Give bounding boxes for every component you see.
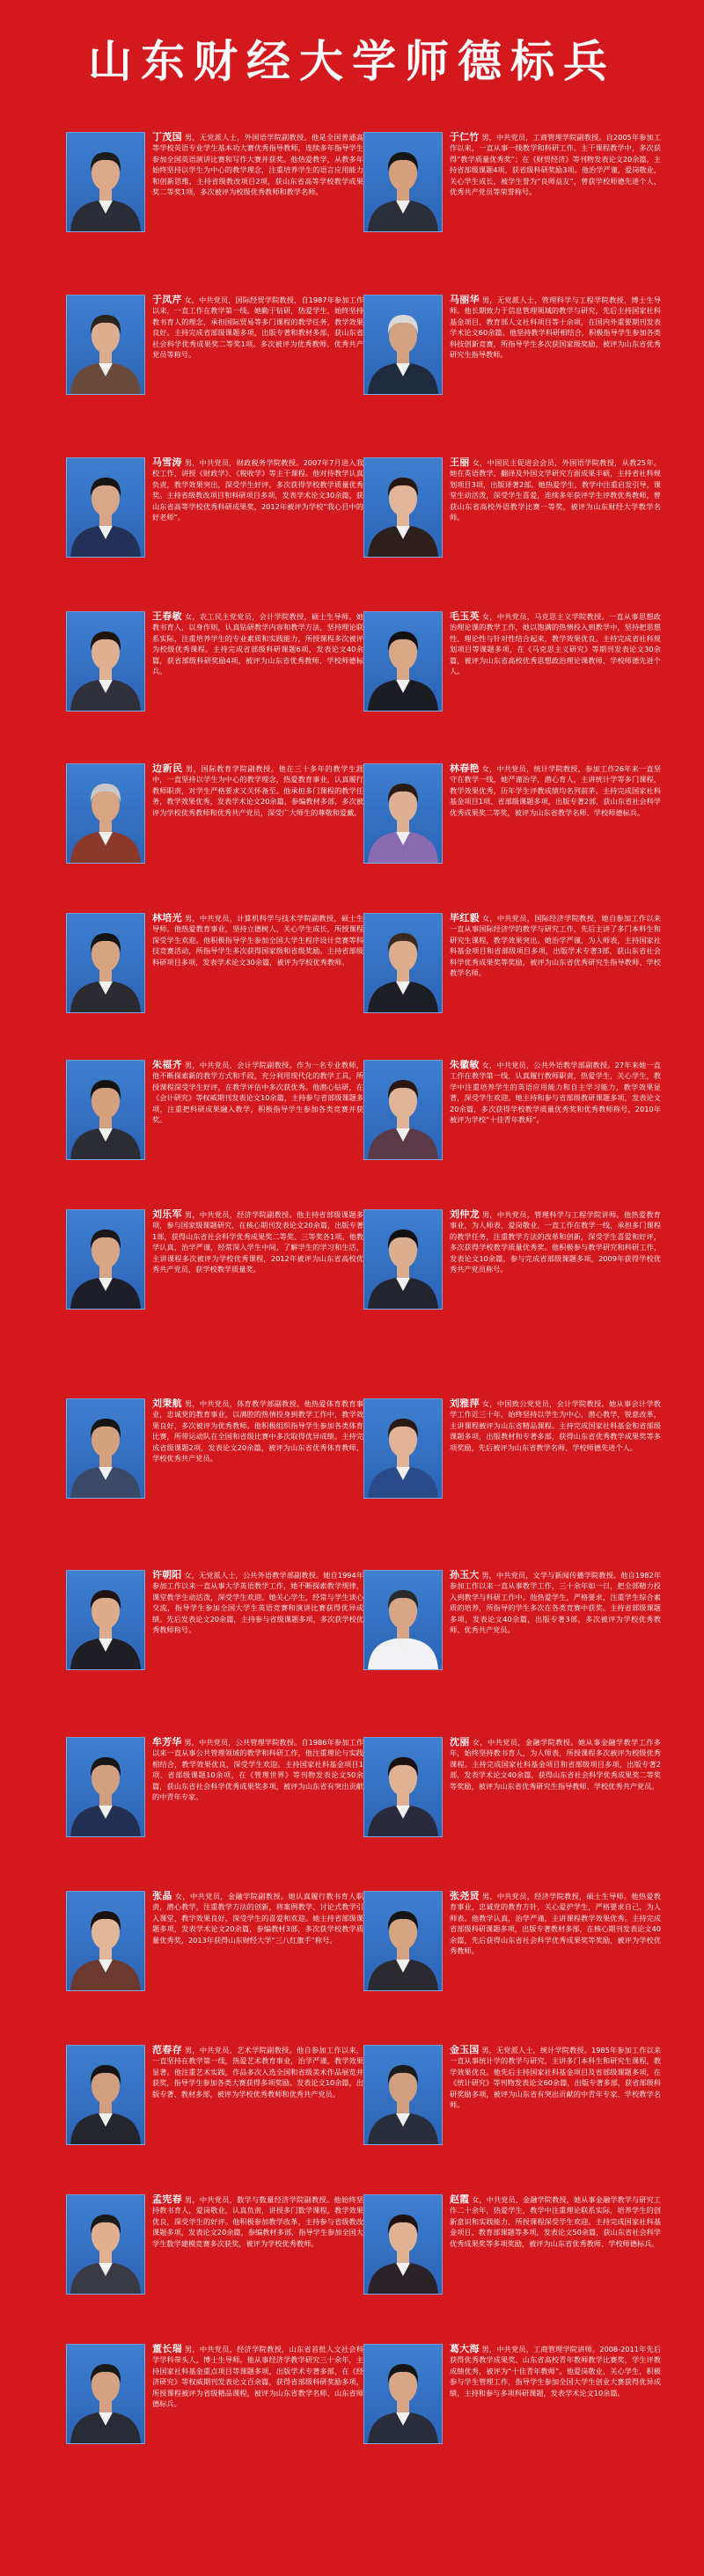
teacher-name: 许朝阳 bbox=[152, 1570, 182, 1580]
teacher-description: 男，中共党员，财政税务学院教授。2007年7月进入我校工作，讲授《财政学》、《税收学》等主干课程。他对待教学认真负责，教学效果突出，深受学生好评，多次获得学校教学质量优秀奖。主持省级教改项目和科研项目多项，发表学术论文30余篇，获山东省高等学校优秀科研成果奖，2012年被评为学校“我心目中的好老师”。 bbox=[152, 458, 363, 522]
teacher-name: 毕红毅 bbox=[450, 913, 480, 923]
teacher-name: 王丽 bbox=[450, 457, 470, 468]
teacher-description: 男，中共党员，经济学院教授，山东省首批人文社会科学学科带头人，博士生导师。他从事经济学教学研究三十余年，主持国家社科基金重点项目等课题多项，出版学术专著多部，在《经济研究》等权威期刊发表论文百余篇，获得省部级科研奖励多项，所授课程被评为省级精品课程，被评为山东省教学名师、山东省师德标兵。 bbox=[152, 2345, 363, 2409]
portrait-photo bbox=[363, 2045, 443, 2145]
teacher-description: 男，中共党员，文学与新闻传播学院教授。他自1982年参加工作以来一直从事教学工作，三十余年如一日，把全部精力投入到教学与科研工作中。他热爱学生，严格要求，注重学生综合素质的培养，所指导的学生多次在各类竞赛中获奖。主持省部级课题多项，发表论文40余篇，出版专著3部，多次被评为学校优秀教师、优秀共产党员。 bbox=[450, 1571, 661, 1635]
teacher-bio bbox=[450, 1891, 661, 1956]
teacher-description: 女，中共党员，公共外语教学部副教授。27年来她一直工作在教学第一线，认真履行教师职责，热爱学生，关心学生，教学中注重培养学生的英语应用能力和自主学习能力，教学效果显著，深受学生欢迎。她主持和参与省部级教研课题多项，发表论文20余篇，多次获得学校教学质量优秀奖和优秀教师称号，2010年被评为学校“十佳青年教师”。 bbox=[450, 1061, 661, 1125]
teacher-description: 男，中共党员，管理科学与工程学院讲师。他热爱教育事业，为人师表，爱岗敬业，一直工作在教学一线，承担多门课程的教学任务，注重教学方法的改革和创新，深受学生喜爱和好评，多次获得学校教学质量优秀奖。他积极参与教学研究和科研工作，发表论文10余篇，参与完成省部级课题多项，2009年获得学校优秀共产党员称号。 bbox=[450, 1210, 661, 1274]
teacher-name: 林春艳 bbox=[450, 763, 480, 774]
teacher-name: 毛玉英 bbox=[450, 611, 480, 622]
teacher-bio bbox=[450, 913, 661, 978]
teacher-description: 男，中共党员，计算机科学与技术学院副教授，硕士生导师。他热爱教育事业，坚持立德树人，关心学生成长，所授课程深受学生欢迎。他积极指导学生参加全国大学生程序设计竞赛等科技竞赛活动，所指导学生多次获得国家级和省级奖励。主持省部级科研项目多项，发表学术论文30余篇，被评为学校优秀教师。 bbox=[152, 914, 363, 967]
teacher-name: 于仁竹 bbox=[450, 132, 480, 142]
teacher-description: 女，中共党员，金融学院教授，她从事金融学教学与研究工作二十余年，热爱学生，教学中注重理论联系实际，培养学生的创新意识和实践能力，所授课程深受学生欢迎。主持完成国家社科基金项目、教育部课题等多项，发表论文50余篇，获山东省社会科学优秀成果奖等多项奖励，被评为山东省优秀教师、学校师德标兵。 bbox=[450, 2195, 661, 2248]
teacher-bio bbox=[152, 763, 363, 818]
teacher-description: 男，中共党员，艺术学院副教授。他自参加工作以来，一直坚持在教学第一线，热爱艺术教育事业，治学严谨，教学效果显著。他注重艺术实践，作品多次入选全国和省级美术作品展览并获奖，指导学生参加各类大赛获得多项奖励。发表论文10余篇，出版专著、教材多部，被评为学校优秀教师和优秀共产党员。 bbox=[152, 2046, 363, 2098]
teacher-name: 范春存 bbox=[152, 2045, 182, 2055]
teacher-description: 男，中共党员，公共管理学院教授。自1986年参加工作以来一直从事公共管理领域的教学和科研工作，他注重理论与实践相结合，教学效果优良，深受学生欢迎。主持国家社科基金项目1项、省部级课题10余项，在《管理世界》等刊物发表论文50余篇，获山东省社会科学优秀成果奖多项，被评为山东省有突出贡献的中青年专家。 bbox=[152, 1738, 363, 1802]
teacher-bio bbox=[152, 1737, 363, 1802]
teacher-description: 女，中国民主促进会会员，外国语学院教授，从教25年。她在英语教学、翻译及外国文学研究方面成果丰硕，主持省社科规划项目3项，出版译著2部。她热爱学生，教学中注重启发引导，课堂生动活泼，深受学生喜爱，连续多年获评学生评教优秀教师，曾获山东省高校外语教学比赛一等奖，被评为山东财经大学教学名师。 bbox=[450, 458, 661, 522]
teacher-description: 女，农工民主党党员，会计学院教授，硕士生导师。她教书育人，以身作则，认真钻研教学内容和教学方法，坚持理论联系实际，注重培养学生的专业素质和实践能力，所授课程多次被评为校级优秀课程。主持完成省部级科研课题6项，发表论文40余篇，获省部级科研奖励4项，被评为山东省优秀教师、学校师德标兵。 bbox=[152, 612, 363, 676]
teacher-bio bbox=[450, 611, 661, 676]
teacher-description: 男，无党派人士，统计学院教授。1985年参加工作以来一直从事统计学的教学与研究，主讲多门本科生和研究生课程，教学效果优良。他先后主持国家社科基金项目及省部级课题多项，在《统计研究》等刊物发表论文60余篇，出版专著多部，获省部级科研奖励多项，被评为山东省有突出贡献的中青年专家、学校教学名师。 bbox=[450, 2046, 661, 2110]
portrait-photo bbox=[66, 1209, 145, 1310]
teacher-bio bbox=[450, 2344, 661, 2398]
teacher-name: 王春敏 bbox=[152, 611, 182, 622]
portrait-photo bbox=[66, 1737, 145, 1837]
teacher-description: 男，中共党员，工商管理学院讲师。2008-2011年先后获得优秀教学成果奖、山东省高校青年教师教学比赛奖，学生评教成绩优秀，被评为“十佳青年教师”。他爱岗敬业，关心学生，积极参与学生管理工作，指导学生参加全国大学生创业大赛获得优异成绩，主持和参与多项科研课题，发表学术论文10余篇。 bbox=[450, 2345, 661, 2397]
teacher-name: 金玉国 bbox=[450, 2045, 480, 2055]
teacher-name: 张尧贤 bbox=[450, 1891, 480, 1901]
teacher-bio bbox=[152, 1570, 363, 1635]
portrait-photo bbox=[363, 1891, 443, 1991]
teacher-description: 女，中共党员，马克思主义学院教授。一直从事思想政治理论课的教学工作，她以饱满的热情投入到教学中，坚持把思想性、理论性与针对性结合起来，教学效果优良。主持完成省社科规划项目等课题多项，在《马克思主义研究》等期刊发表论文30余篇，被评为山东省高校优秀思想政治理论课教师、学校师德先进个人。 bbox=[450, 612, 661, 676]
teacher-bio bbox=[450, 1570, 661, 1635]
portrait-photo bbox=[66, 913, 145, 1013]
teacher-bio bbox=[152, 1209, 363, 1274]
teacher-name: 丁茂国 bbox=[152, 132, 182, 142]
teacher-bio bbox=[152, 611, 363, 676]
teacher-description: 女，中共党员，国际经贸学院教授，自1987年参加工作以来，一直工作在教学第一线。她勤于钻研，热爱学生，始终坚持教书育人的理念，承担国际贸易等多门课程的教学任务，教学效果良好。主持完成省部级课题多项，出版专著和教材多部，获山东省社会科学优秀成果奖二等奖1项。多次被评为优秀教师、优秀共产党员等称号。 bbox=[152, 296, 363, 360]
teacher-name: 牟芳华 bbox=[152, 1737, 182, 1748]
teacher-name: 林培光 bbox=[152, 913, 182, 923]
portrait-photo bbox=[66, 457, 145, 558]
teacher-name: 朱徽敏 bbox=[450, 1060, 480, 1070]
portrait-photo bbox=[363, 1570, 443, 1670]
teacher-name: 沈丽 bbox=[450, 1737, 470, 1748]
teacher-name: 刘秉航 bbox=[152, 1398, 182, 1409]
teacher-bio bbox=[152, 295, 363, 360]
teacher-name: 马丽华 bbox=[450, 295, 480, 305]
teacher-name: 马雪涛 bbox=[152, 457, 182, 468]
teacher-description: 男，中共党员，会计学院副教授。作为一名专业教师，他不断探索新的教学方式和手段，充分利用现代化的教学工具，所授课程深受学生好评，在教学评估中多次获优秀。他潜心钻研，在《会计研究》等权威期刊发表论文10余篇，主持参与省部级课题多项，注重把科研成果融入教学，积极指导学生参加各类竞赛并获奖。 bbox=[152, 1061, 363, 1125]
teacher-description: 男，国际教育学院副教授。他在三十多年的教学生涯中，一直坚持以学生为中心的教学理念，热爱教育事业，认真履行教师职责，对学生严格要求又关怀备至。他承担多门课程的教学任务，教学效果优秀，发表学术论文20余篇，参编教材多部，多次被评为学校优秀教师和优秀共产党员，深受广大师生的尊敬和爱戴。 bbox=[152, 764, 363, 817]
portrait-photo bbox=[66, 763, 145, 864]
teacher-name: 于凤芹 bbox=[152, 295, 182, 305]
portrait-photo bbox=[66, 2344, 145, 2444]
teacher-bio bbox=[152, 457, 363, 522]
teacher-description: 女，中共党员，统计学院教授，参加工作26年来一直坚守在教学一线，她严谨治学，潜心育人，主讲统计学等多门课程，教学效果优秀，历年学生评教成绩均名列前茅。主持完成国家社科基金项目1项、省部级课题多项，出版专著2部，获山东省社会科学优秀成果奖二等奖，被评为山东省教学名师、学校师德标兵。 bbox=[450, 764, 661, 817]
teacher-bio bbox=[152, 1398, 363, 1463]
portrait-photo bbox=[363, 132, 443, 232]
teacher-bio bbox=[152, 132, 363, 197]
teacher-name: 刘仲龙 bbox=[450, 1209, 480, 1220]
portrait-photo bbox=[363, 2344, 443, 2444]
portrait-photo bbox=[66, 1570, 145, 1670]
teacher-bio bbox=[152, 2045, 363, 2099]
teacher-bio bbox=[152, 1060, 363, 1125]
portrait-photo bbox=[66, 1398, 145, 1499]
portrait-photo bbox=[363, 457, 443, 558]
teacher-description: 男，中共党员，经济学院副教授。他主持省部级课题多项，参与国家级课题研究，在核心期刊发表论文20余篇，出版专著1部，获得山东省社会科学优秀成果奖二等奖、三等奖各1项。他教学认真，治学严谨，经常深入学生中间，了解学生的学习和生活，主讲课程多次被评为学校优秀课程，2012年被评为山东省高校优秀共产党员，获学校教学质量奖。 bbox=[152, 1210, 363, 1274]
teacher-bio bbox=[450, 1209, 661, 1274]
teacher-bio bbox=[450, 1737, 661, 1792]
teacher-name: 刘雅萍 bbox=[450, 1398, 480, 1409]
teacher-name: 赵霞 bbox=[450, 2194, 470, 2205]
teacher-name: 边新民 bbox=[152, 763, 183, 774]
teacher-name: 刘乐军 bbox=[152, 1209, 182, 1220]
teacher-bio bbox=[450, 1398, 661, 1453]
portrait-photo bbox=[363, 1060, 443, 1160]
portrait-photo bbox=[363, 1209, 443, 1310]
portrait-photo bbox=[66, 611, 145, 712]
teacher-name: 张晶 bbox=[152, 1891, 172, 1901]
teacher-bio bbox=[450, 2194, 661, 2249]
portrait-photo bbox=[66, 132, 145, 232]
portrait-photo bbox=[363, 2194, 443, 2295]
teacher-name: 孟宪春 bbox=[152, 2194, 182, 2205]
portrait-photo bbox=[363, 611, 443, 712]
poster-title: 山东财经大学师德标兵 bbox=[88, 36, 616, 87]
teacher-description: 女，中国致公党党员，会计学院教授。她从事会计学教学工作近三十年，始终坚持以学生为中心，潜心教学，锐意改革，主讲课程被评为山东省精品课程。主持完成国家社科基金和省部级课题多项，出版教材和专著多部，获得山东省优秀教学成果奖等多项奖励，先后被评为山东省教学名师、学校师德先进个人。 bbox=[450, 1399, 661, 1452]
portrait-photo bbox=[66, 295, 145, 395]
teacher-description: 女，中共党员，金融学院副教授。她认真履行教书育人职责，潜心教学，注重教学方法的创新，将案例教学、讨论式教学引入课堂，教学效果良好，深受学生的喜爱和欢迎。她主持省部级课题多项，发表学术论文20余篇，参编教材3部，多次获学校教学质量优秀奖，2013年获得山东财经大学“三八红旗手”称号。 bbox=[152, 1892, 363, 1945]
portrait-photo bbox=[363, 1737, 443, 1837]
teacher-name: 董长瑞 bbox=[152, 2344, 182, 2354]
teacher-bio bbox=[450, 2045, 661, 2110]
portrait-photo bbox=[363, 295, 443, 395]
portrait-photo bbox=[66, 2194, 145, 2295]
teacher-bio bbox=[152, 2344, 363, 2409]
teacher-description: 男，中共党员，体育教学部副教授。他热爱体育教育事业，忠诚党的教育事业，以满腔的热情投身到教学工作中，教学效果良好，多次被评为优秀教师。他积极组织指导学生参加各类体育比赛，所带运动队在全国和省级比赛中多次取得优异成绩。主持完成省级课题2项，发表论文20余篇，被评为山东省优秀体育教师、学校优秀共产党员。 bbox=[152, 1399, 363, 1463]
teacher-description: 男，中共党员，经济学院教授，硕士生导师。他热爱教育事业，忠诚党的教育方针，关心爱护学生，严格要求自己，为人师表。他教学认真，治学严谨，主讲课程教学效果优秀。主持完成省部级科研课题多项，出版专著教材多部，在核心期刊发表论文40余篇，先后获得山东省社会科学优秀成果奖等奖励，被评为学校优秀教师。 bbox=[450, 1892, 661, 1956]
portrait-photo bbox=[363, 913, 443, 1013]
teacher-name: 孙玉大 bbox=[450, 1570, 480, 1580]
portrait-photo bbox=[66, 2045, 145, 2145]
teacher-description: 男，无党派人士，管理科学与工程学院教授，博士生导师。他长期致力于信息管理领域的教学与研究，先后主持国家社科基金项目、教育部人文社科项目等十余项，在国内外重要期刊发表学术论文60余篇。他坚持教学科研相结合，积极指导学生参加各类科技创新竞赛，所指导学生多次获国家级奖励，被评为山东省优秀研究生指导教师。 bbox=[450, 296, 661, 360]
teacher-bio bbox=[152, 1891, 363, 1945]
teacher-description: 女，无党派人士，公共外语教学部副教授。她自1994年参加工作以来一直从事大学英语教学工作，她不断探索教学规律，课堂教学生动活泼，深受学生欢迎。她关心学生，经常与学生谈心交流，指导学生参加全国大学生英语竞赛和演讲比赛获得优异成绩。先后发表论文20余篇，主持参与省级课题多项，多次获学校优秀教师称号。 bbox=[152, 1571, 363, 1635]
teacher-bio bbox=[450, 763, 661, 818]
teacher-bio bbox=[450, 295, 661, 360]
teacher-description: 男，中共党员，数学与数量经济学院副教授。他始终坚持教书育人，爱岗敬业，认真负责，讲授多门数学课程，教学效果优良，深受学生的好评。他积极参加教学改革，主持参与省级教改课题多项，发表论文20余篇，参编教材多部，指导学生参加全国大学生数学建模竞赛多次获奖，被评为学校优秀教师。 bbox=[152, 2195, 363, 2248]
portrait-photo bbox=[363, 1398, 443, 1499]
teacher-description: 女，中共党员，金融学院教授。她从事金融学教学工作多年，始终坚持教书育人，为人师表，所授课程多次被评为校级优秀课程。主持完成国家社科基金项目和省部级项目多项，出版专著2部，发表学术论文40余篇，获得山东省社会科学优秀成果奖二等奖等奖励，被评为山东省优秀研究生指导教师、学校优秀共产党员。 bbox=[450, 1738, 661, 1791]
portrait-photo bbox=[363, 763, 443, 864]
teacher-description: 女，中共党员，国际经济学院教授，她自参加工作以来一直从事国际经济学的教学与研究工作，先后主讲了多门本科生和研究生课程，教学效果突出。她治学严谨，为人师表，主持国家社科基金项目和省部级项目多项，出版学术专著3部，获山东省社会科学优秀成果奖等奖励，被评为山东省优秀研究生指导教师、学校教学名师。 bbox=[450, 914, 661, 978]
teacher-bio bbox=[450, 1060, 661, 1125]
teacher-bio bbox=[152, 2194, 363, 2249]
teacher-bio bbox=[450, 132, 661, 197]
teacher-bio bbox=[450, 457, 661, 522]
portrait-photo bbox=[66, 1891, 145, 1991]
teacher-name: 朱福齐 bbox=[152, 1060, 182, 1070]
teacher-name: 葛大海 bbox=[450, 2344, 480, 2354]
portrait-photo bbox=[66, 1060, 145, 1160]
teacher-description: 男，中共党员，工商管理学院副教授。自2005年参加工作以来，一直从事一线教学和科研工作。主干课程教学中，多次获得“教学质量优秀奖”；在《财贸经济》等刊物发表论文20余篇，主持省部级课题4项，获省级科研奖励3项。他治学严谨，爱岗敬业，关心学生成长，被学生誉为“良师益友”，曾获学校师德先进个人、优秀共产党员等荣誉称号。 bbox=[450, 133, 661, 197]
teacher-bio bbox=[152, 913, 363, 967]
teacher-description: 男，无党派人士，外国语学院副教授。他是全国普通高等学校英语专业学生基本功大赛优秀指导教师，连续多年指导学生参加全国英语演讲比赛和写作大赛并获奖。他热爱教学，从教多年始终坚持以学生为中心的教学理念，注重培养学生的语言应用能力和创新思维，主持省级教改项目2项，获山东省高等学校教学成果奖二等奖1项，多次被评为校级优秀教师和教学名师。 bbox=[152, 133, 363, 197]
